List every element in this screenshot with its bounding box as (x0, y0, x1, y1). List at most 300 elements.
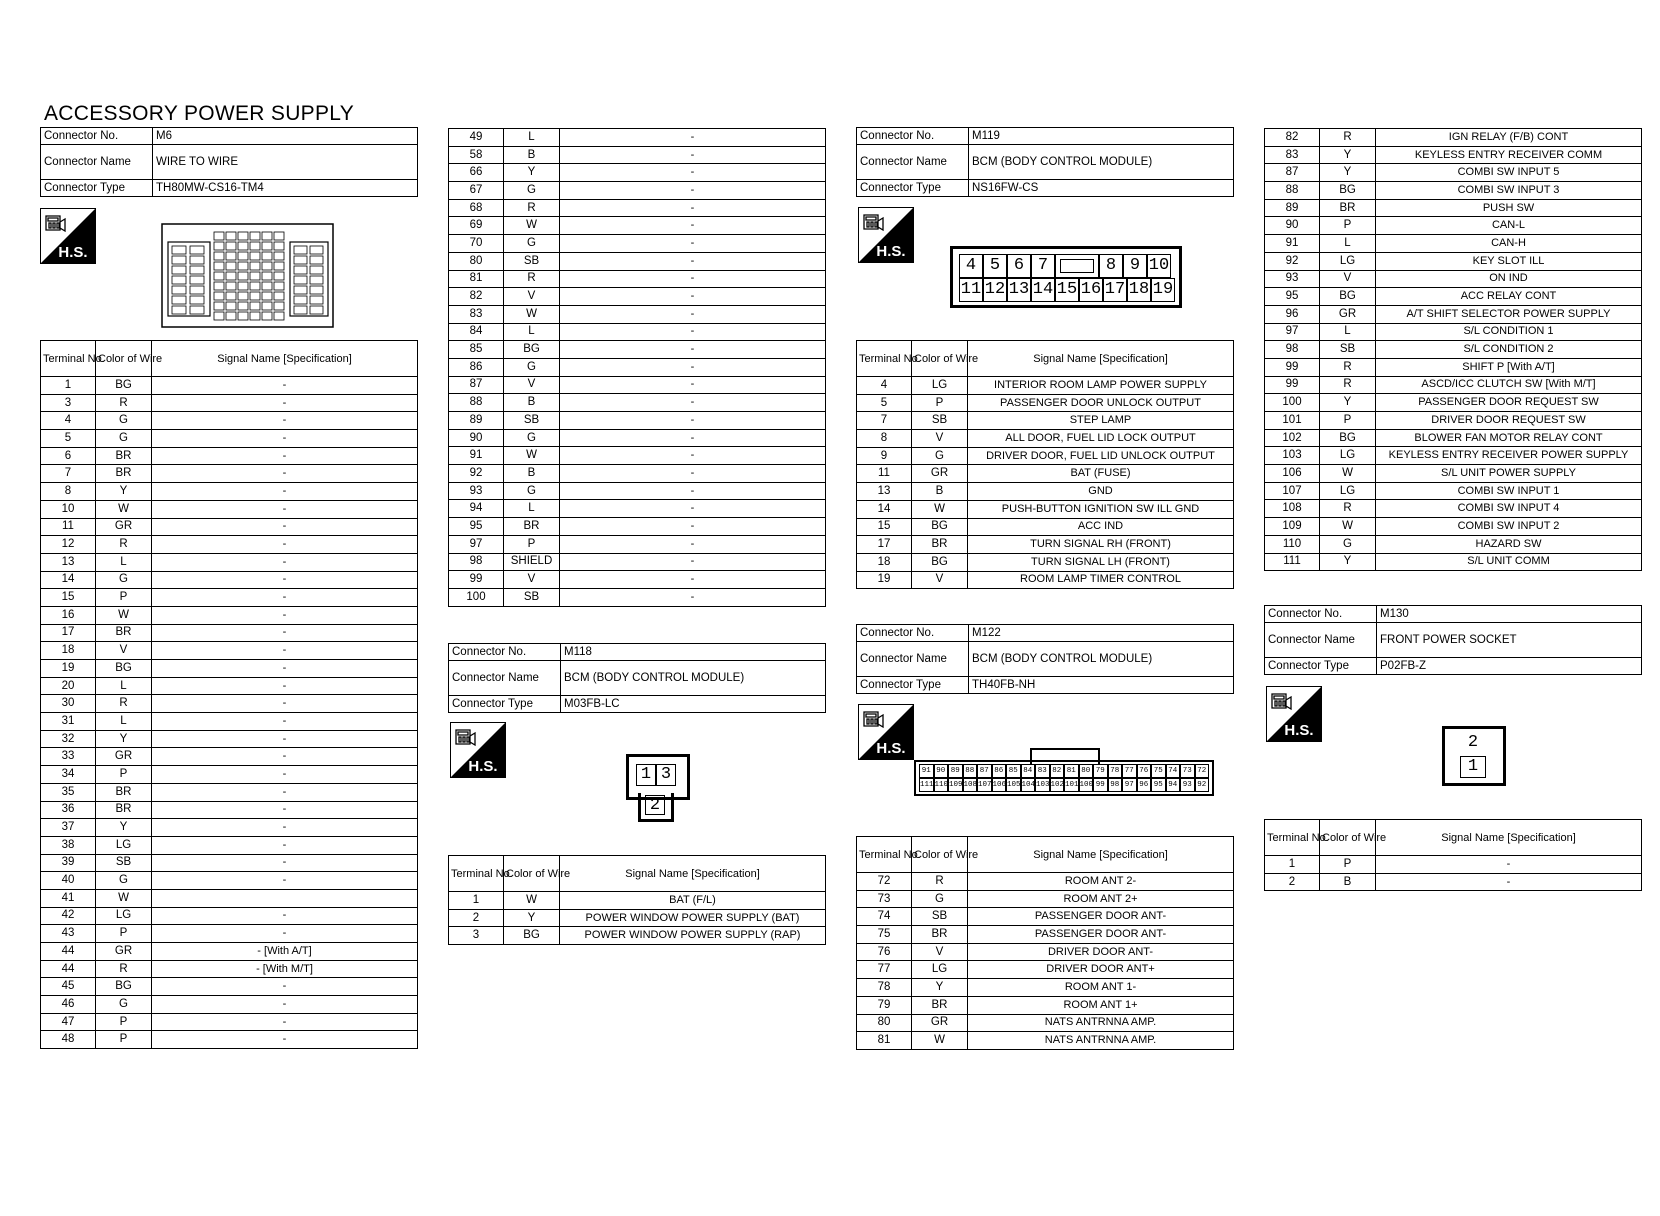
table-row (41, 430, 418, 448)
table-row (449, 182, 826, 200)
terminal-no-cell: 17 (857, 536, 912, 554)
pin-label: 12 (983, 278, 1007, 302)
table-row (857, 926, 1234, 944)
signal-name-cell: - (560, 199, 826, 217)
m122-info (856, 624, 1234, 694)
table-row (1265, 199, 1642, 217)
wire-color-cell: R (1320, 358, 1376, 376)
connector-type-label: Connector Type (41, 180, 153, 197)
signal-name-cell: PASSENGER DOOR REQUEST SW (1376, 394, 1642, 412)
wire-color-cell: R (504, 270, 560, 288)
pin-label: 86 (992, 764, 1007, 778)
terminal-no-cell: 36 (41, 801, 96, 819)
table-row (1265, 553, 1642, 571)
terminal-no-cell: 102 (1265, 429, 1320, 447)
terminal-no-cell: 20 (41, 677, 96, 695)
terminal-no-cell: 75 (857, 926, 912, 944)
table-row (449, 412, 826, 430)
terminal-no-cell: 90 (1265, 217, 1320, 235)
wire-color-cell: P (1320, 217, 1376, 235)
signal-name-cell: - (560, 288, 826, 306)
signal-name-cell: - (560, 553, 826, 571)
terminal-no-cell: 89 (449, 412, 504, 430)
terminal-no-cell: 86 (449, 358, 504, 376)
signal-name-cell: - (152, 642, 418, 660)
terminal-no-cell: 100 (1265, 394, 1320, 412)
signal-name-cell: S/L UNIT COMM (1376, 553, 1642, 571)
terminal-no-cell: 1 (1265, 856, 1320, 874)
terminal-no-cell: 43 (41, 925, 96, 943)
signal-name-cell: ASCD/ICC CLUTCH SW [With M/T] (1376, 376, 1642, 394)
table-row (1265, 182, 1642, 200)
signal-name-cell: - (152, 819, 418, 837)
table-row (41, 553, 418, 571)
table-row (41, 943, 418, 961)
wire-color-cell: GR (912, 465, 968, 483)
terminal-no-cell: 18 (857, 553, 912, 571)
signal-name-cell: TURN SIGNAL RH (FRONT) (968, 536, 1234, 554)
wire-color-cell: GR (96, 943, 152, 961)
terminal-no-cell: 35 (41, 783, 96, 801)
terminal-no-cell: 13 (41, 553, 96, 571)
signal-name-cell: - (152, 553, 418, 571)
signal-name-cell: TURN SIGNAL LH (FRONT) (968, 553, 1234, 571)
color-header: Color of Wire (96, 341, 152, 377)
signal-name-cell: - (560, 323, 826, 341)
wire-color-cell: V (912, 571, 968, 589)
terminal-no-cell: 11 (41, 518, 96, 536)
color-header: Color of Wire (504, 856, 560, 892)
terminal-no-cell: 91 (1265, 235, 1320, 253)
wire-color-cell: P (1320, 412, 1376, 430)
signal-name-cell: - (560, 500, 826, 518)
connector-name-label: Connector Name (449, 661, 561, 696)
terminal-no-cell: 12 (41, 536, 96, 554)
signal-name-cell: - (152, 925, 418, 943)
terminal-no-cell: 45 (41, 978, 96, 996)
signal-name-cell: S/L CONDITION 2 (1376, 341, 1642, 359)
wire-color-cell: V (504, 571, 560, 589)
hs-icon (1266, 686, 1322, 742)
table-row (41, 925, 418, 943)
terminal-no-cell: 3 (449, 927, 504, 945)
m119-pin-table (856, 340, 1234, 589)
table-row (857, 908, 1234, 926)
connector-no-value: M6 (153, 128, 418, 145)
connector-no-value: M122 (969, 625, 1234, 642)
signal-name-cell: - (152, 412, 418, 430)
table-row (1265, 447, 1642, 465)
table-row (41, 518, 418, 536)
terminal-no-cell: 88 (1265, 182, 1320, 200)
signal-name-cell: - (152, 978, 418, 996)
table-row (857, 890, 1234, 908)
table-row (449, 927, 826, 945)
table-row (449, 199, 826, 217)
signal-name-cell: - (1376, 856, 1642, 874)
terminal-no-cell: 84 (449, 323, 504, 341)
signal-name-cell: - (152, 536, 418, 554)
table-row (449, 288, 826, 306)
wire-color-cell: BG (912, 553, 968, 571)
table-row (857, 500, 1234, 518)
signal-name-cell: ROOM ANT 2- (968, 873, 1234, 891)
table-row (857, 571, 1234, 589)
signal-name-cell: - (560, 217, 826, 235)
color-header: Color of Wire (912, 837, 968, 873)
hs-icon (40, 208, 96, 264)
terminal-no-cell: 82 (449, 288, 504, 306)
table-row (1265, 217, 1642, 235)
table-row (1265, 288, 1642, 306)
terminal-no-cell: 96 (1265, 305, 1320, 323)
wire-color-cell: W (912, 1032, 968, 1050)
wire-color-cell: LG (96, 836, 152, 854)
connector-name-value: BCM (BODY CONTROL MODULE) (561, 661, 826, 696)
table-row (449, 571, 826, 589)
pin-label: 93 (1180, 778, 1195, 792)
pin-label: 15 (1055, 278, 1079, 302)
pin-label: 19 (1151, 278, 1175, 302)
wire-color-cell: V (912, 430, 968, 448)
wire-color-cell: W (504, 305, 560, 323)
wire-color-cell: Y (1320, 146, 1376, 164)
pin-label: 84 (1021, 764, 1036, 778)
table-row (41, 889, 418, 907)
terminal-no-cell: 47 (41, 1013, 96, 1031)
table-row (1265, 873, 1642, 891)
hs-label: H.S. (58, 244, 88, 261)
table-row (857, 873, 1234, 891)
table-row (449, 588, 826, 606)
table-row (449, 909, 826, 927)
signal-name-cell: - (560, 235, 826, 253)
pin-label: 13 (1007, 278, 1031, 302)
pin-label: 78 (1108, 764, 1123, 778)
wire-color-cell: V (96, 642, 152, 660)
wire-color-cell: SB (912, 908, 968, 926)
terminal-no-header: Terminal No. (857, 837, 912, 873)
terminal-no-cell: 94 (449, 500, 504, 518)
wire-color-cell: G (504, 358, 560, 376)
table-row (41, 377, 418, 395)
wire-color-cell: SB (1320, 341, 1376, 359)
hs-label: H.S. (468, 758, 498, 775)
terminal-no-cell: 8 (857, 430, 912, 448)
wire-color-cell: V (1320, 270, 1376, 288)
table-row (449, 553, 826, 571)
table-row (857, 961, 1234, 979)
pin-label: 94 (1166, 778, 1181, 792)
wire-color-cell: W (504, 892, 560, 910)
signal-name-cell: - (152, 606, 418, 624)
wire-color-cell: BG (96, 660, 152, 678)
wire-color-cell: SB (96, 854, 152, 872)
wire-color-cell: V (504, 288, 560, 306)
wire-color-cell: B (504, 465, 560, 483)
terminal-no-cell: 31 (41, 713, 96, 731)
pin-label: 108 (963, 778, 978, 792)
terminal-no-cell: 18 (41, 642, 96, 660)
table-row (41, 660, 418, 678)
pin-label: 82 (1050, 764, 1065, 778)
table-row (41, 766, 418, 784)
m118-info (448, 643, 826, 713)
signal-name-cell: - (560, 535, 826, 553)
signal-name-cell: S/L UNIT POWER SUPPLY (1376, 465, 1642, 483)
terminal-no-cell: 19 (857, 571, 912, 589)
wire-color-cell: SB (504, 588, 560, 606)
terminal-no-cell: 9 (857, 447, 912, 465)
wire-color-cell: GR (1320, 305, 1376, 323)
signal-name-cell: - (152, 730, 418, 748)
terminal-no-cell: 48 (41, 1031, 96, 1049)
m119-info (856, 127, 1234, 197)
signal-name-cell: - (152, 447, 418, 465)
pin-label: 110 (934, 778, 949, 792)
connector-type-value: P02FB-Z (1377, 658, 1642, 675)
signal-name-cell: ON IND (1376, 270, 1642, 288)
terminal-no-cell: 98 (449, 553, 504, 571)
table-row (1265, 323, 1642, 341)
table-row (449, 129, 826, 147)
wire-color-cell: R (1320, 129, 1376, 147)
signal-name-cell: - (560, 341, 826, 359)
wire-color-cell: BG (504, 927, 560, 945)
pin-label: 104 (1021, 778, 1036, 792)
signal-name-cell: - (152, 836, 418, 854)
signal-name-cell: BLOWER FAN MOTOR RELAY CONT (1376, 429, 1642, 447)
page-title: ACCESSORY POWER SUPPLY (44, 102, 355, 125)
signal-name-cell: - (560, 465, 826, 483)
table-row (449, 892, 826, 910)
terminal-no-cell: 39 (41, 854, 96, 872)
connector-type-label: Connector Type (857, 180, 969, 197)
wire-color-cell: L (1320, 235, 1376, 253)
table-row (449, 217, 826, 235)
connector-name-label: Connector Name (1265, 623, 1377, 658)
table-row (41, 536, 418, 554)
wire-color-cell: LG (1320, 482, 1376, 500)
pin-label: 96 (1137, 778, 1152, 792)
wire-color-cell: SB (912, 412, 968, 430)
connector-type-label: Connector Type (1265, 658, 1377, 675)
terminal-no-header: Terminal No. (41, 341, 96, 377)
table-row (41, 624, 418, 642)
pin-label: 107 (977, 778, 992, 792)
terminal-no-cell: 78 (857, 979, 912, 997)
pin-label: 88 (963, 764, 978, 778)
pin-label: 98 (1108, 778, 1123, 792)
table-row (41, 730, 418, 748)
pin-label: 103 (1035, 778, 1050, 792)
signal-name-cell: BAT (F/L) (560, 892, 826, 910)
signal-name-cell: DRIVER DOOR ANT- (968, 943, 1234, 961)
terminal-no-cell: 69 (449, 217, 504, 235)
table-row (1265, 482, 1642, 500)
terminal-no-cell: 83 (1265, 146, 1320, 164)
terminal-no-cell: 17 (41, 624, 96, 642)
wire-color-cell: R (912, 873, 968, 891)
terminal-no-cell: 77 (857, 961, 912, 979)
table-row (1265, 394, 1642, 412)
pin-label: 85 (1006, 764, 1021, 778)
wire-color-cell: SHIELD (504, 553, 560, 571)
table-row (857, 412, 1234, 430)
terminal-no-cell: 103 (1265, 447, 1320, 465)
wire-color-cell: Y (96, 730, 152, 748)
terminal-no-cell: 37 (41, 819, 96, 837)
pin-label: 75 (1151, 764, 1166, 778)
signal-name-cell: - (152, 854, 418, 872)
pin-label: 11 (959, 278, 983, 302)
wire-color-cell: SB (504, 412, 560, 430)
pin-label: 72 (1195, 764, 1210, 778)
wire-color-cell: GR (96, 748, 152, 766)
terminal-no-cell: 32 (41, 730, 96, 748)
wire-color-cell: BR (96, 801, 152, 819)
wire-color-cell: Y (1320, 553, 1376, 571)
table-row (449, 447, 826, 465)
terminal-no-cell: 83 (449, 305, 504, 323)
signal-header: Signal Name [Specification] (560, 856, 826, 892)
wire-color-cell: BR (912, 996, 968, 1014)
hs-icon (858, 704, 914, 760)
terminal-no-cell: 92 (449, 465, 504, 483)
connector-name-label: Connector Name (857, 642, 969, 677)
terminal-no-cell: 108 (1265, 500, 1320, 518)
wire-color-cell: BG (1320, 429, 1376, 447)
table-row (449, 252, 826, 270)
table-row (1265, 305, 1642, 323)
wire-color-cell: L (96, 713, 152, 731)
m119-connector-face (950, 246, 1182, 308)
signal-name-cell: - (152, 624, 418, 642)
wire-color-cell: G (96, 872, 152, 890)
connector-no-label: Connector No. (1265, 606, 1377, 623)
table-row (449, 164, 826, 182)
signal-name-cell: - (560, 129, 826, 147)
table-row (857, 1032, 1234, 1050)
signal-name-cell: - (560, 182, 826, 200)
terminal-no-cell: 44 (41, 943, 96, 961)
wire-color-cell: BR (96, 465, 152, 483)
terminal-no-cell: 49 (449, 129, 504, 147)
pin-label: 10 (1147, 254, 1171, 278)
wire-color-cell: L (96, 677, 152, 695)
connector-name-label: Connector Name (857, 145, 969, 180)
table-row (449, 429, 826, 447)
terminal-no-cell: 41 (41, 889, 96, 907)
color-header: Color of Wire (912, 341, 968, 377)
terminal-no-cell: 10 (41, 500, 96, 518)
table-row (1265, 235, 1642, 253)
signal-name-cell: ACC IND (968, 518, 1234, 536)
table-row (1265, 412, 1642, 430)
signal-name-cell: STEP LAMP (968, 412, 1234, 430)
pin-label: 74 (1166, 764, 1181, 778)
terminal-no-cell: 81 (857, 1032, 912, 1050)
table-row (857, 996, 1234, 1014)
pin-label: 8 (1099, 254, 1123, 278)
connector-no-label: Connector No. (41, 128, 153, 145)
table-row (41, 836, 418, 854)
signal-name-cell: POWER WINDOW POWER SUPPLY (RAP) (560, 927, 826, 945)
terminal-no-cell: 68 (449, 199, 504, 217)
wire-color-cell: L (96, 553, 152, 571)
signal-name-cell: - (152, 748, 418, 766)
table-row (41, 677, 418, 695)
wire-color-cell: LG (912, 377, 968, 395)
wire-color-cell: BR (912, 926, 968, 944)
signal-name-cell: PASSENGER DOOR UNLOCK OUTPUT (968, 394, 1234, 412)
table-row (449, 518, 826, 536)
terminal-no-cell: 42 (41, 907, 96, 925)
signal-name-cell: ROOM ANT 1- (968, 979, 1234, 997)
signal-name-cell: - (560, 252, 826, 270)
wire-color-cell: B (912, 483, 968, 501)
pin-label: 100 (1079, 778, 1094, 792)
table-row (1265, 358, 1642, 376)
wire-color-cell: BR (96, 447, 152, 465)
table-row (1265, 129, 1642, 147)
table-row (857, 394, 1234, 412)
wire-color-cell: BG (96, 377, 152, 395)
terminal-no-cell: 1 (449, 892, 504, 910)
hs-icon (858, 207, 914, 263)
connector-type-label: Connector Type (449, 696, 561, 713)
terminal-no-cell: 97 (1265, 323, 1320, 341)
table-row (1265, 500, 1642, 518)
table-row (449, 465, 826, 483)
terminal-no-cell: 2 (449, 909, 504, 927)
wire-color-cell: L (504, 129, 560, 147)
terminal-no-cell: 110 (1265, 535, 1320, 553)
terminal-no-cell: 33 (41, 748, 96, 766)
terminal-no-cell: 99 (1265, 376, 1320, 394)
wire-color-cell: W (1320, 465, 1376, 483)
signal-name-cell: - (560, 518, 826, 536)
hs-label: H.S. (876, 740, 906, 757)
table-row (41, 483, 418, 501)
connector-name-value: BCM (BODY CONTROL MODULE) (969, 642, 1234, 677)
wire-color-cell: R (96, 960, 152, 978)
signal-name-cell: - [With M/T] (152, 960, 418, 978)
terminal-no-cell: 6 (41, 447, 96, 465)
terminal-no-cell: 99 (1265, 358, 1320, 376)
connector-type-value: M03FB-LC (561, 696, 826, 713)
pin-label: 2 (645, 795, 665, 815)
signal-name-cell: - (560, 394, 826, 412)
wire-color-cell: BG (912, 518, 968, 536)
table-row (449, 482, 826, 500)
pin-label: 7 (1031, 254, 1055, 278)
pin-label: 73 (1180, 764, 1195, 778)
table-row (1265, 270, 1642, 288)
signal-name-cell: CAN-H (1376, 235, 1642, 253)
terminal-no-cell: 5 (41, 430, 96, 448)
table-row (1265, 465, 1642, 483)
terminal-no-header: Terminal No. (449, 856, 504, 892)
wire-color-cell: P (1320, 856, 1376, 874)
signal-name-cell: - (560, 571, 826, 589)
connector-key-slot (1055, 254, 1099, 278)
wire-color-cell: W (1320, 518, 1376, 536)
pin-label: 97 (1122, 778, 1137, 792)
wire-color-cell: L (504, 500, 560, 518)
signal-name-cell: - (560, 376, 826, 394)
pin-label: 17 (1103, 278, 1127, 302)
